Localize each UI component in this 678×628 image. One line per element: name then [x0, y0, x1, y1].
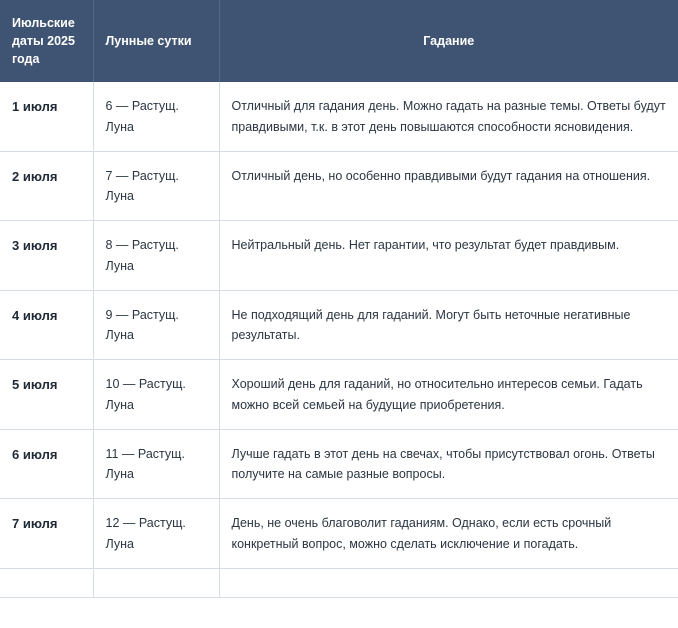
cell-fortune	[219, 568, 678, 597]
table-body	[0, 82, 678, 597]
cell-lunar-day: 12 — Растущ. Луна	[93, 499, 219, 569]
column-header-lunar-day: Лунные сутки	[93, 0, 219, 82]
cell-lunar-day: 11 — Растущ. Луна	[93, 429, 219, 499]
cell-date: 2 июля	[0, 151, 93, 221]
cell-date: 5 июля	[0, 360, 93, 430]
table-row	[0, 82, 678, 151]
cell-lunar-day: 8 — Растущ. Луна	[93, 221, 219, 291]
table-row	[0, 360, 678, 430]
cell-lunar-day: 7 — Растущ. Луна	[93, 151, 219, 221]
cell-date: 4 июля	[0, 290, 93, 360]
table-row	[0, 568, 678, 597]
cell-fortune: Не подходящий день для гаданий. Могут быть неточные негативные результаты.	[219, 290, 678, 360]
table-row	[0, 429, 678, 499]
cell-date: 7 июля	[0, 499, 93, 569]
cell-date: 3 июля	[0, 221, 93, 291]
cell-date: 1 июля	[0, 82, 93, 151]
cell-fortune: День, не очень благоволит гаданиям. Однако, если есть срочный конкретный вопрос, можно сделать исключение и погадать.	[219, 499, 678, 569]
table-row	[0, 499, 678, 569]
cell-fortune: Лучше гадать в этот день на свечах, чтобы присутствовал огонь. Ответы получите на самые разные вопросы.	[219, 429, 678, 499]
cell-lunar-day: 6 — Растущ. Луна	[93, 82, 219, 151]
table-header	[0, 0, 678, 82]
cell-date: 6 июля	[0, 429, 93, 499]
table-header-row	[0, 0, 678, 82]
cell-fortune: Хороший день для гаданий, но относительно интересов семьи. Гадать можно всей семьей на будущие приобретения.	[219, 360, 678, 430]
cell-fortune: Отличный день, но особенно правдивыми будут гадания на отношения.	[219, 151, 678, 221]
cell-date	[0, 568, 93, 597]
column-header-date: Июльские даты 2025 года	[0, 0, 93, 82]
table-row	[0, 221, 678, 291]
cell-lunar-day: 10 — Растущ. Луна	[93, 360, 219, 430]
cell-lunar-day	[93, 568, 219, 597]
cell-lunar-day: 9 — Растущ. Луна	[93, 290, 219, 360]
table-row	[0, 290, 678, 360]
column-header-fortune: Гадание	[219, 0, 678, 82]
cell-fortune: Отличный для гадания день. Можно гадать на разные темы. Ответы будут правдивыми, т.к. в этот день повышаются способности ясновидения.	[219, 82, 678, 151]
cell-fortune: Нейтральный день. Нет гарантии, что результат будет правдивым.	[219, 221, 678, 291]
table-row	[0, 151, 678, 221]
